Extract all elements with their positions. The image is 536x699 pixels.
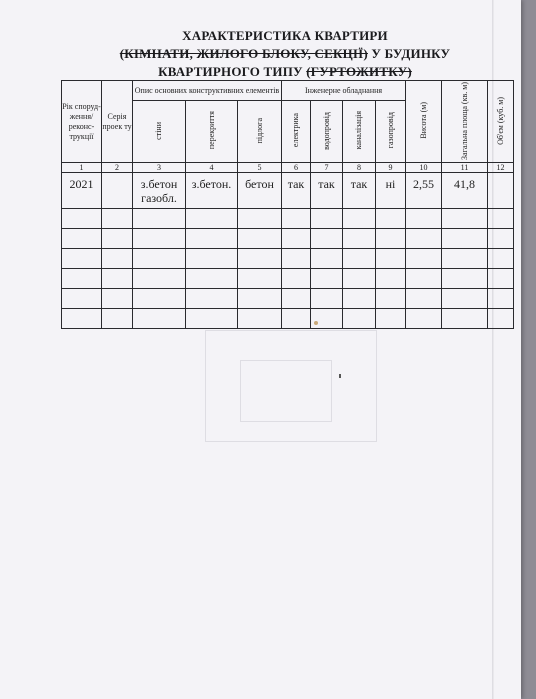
title-line-3-main: КВАРТИРНОГО ТИПУ [158, 64, 303, 79]
header-structure-group: Опис основних конструктивних елементів [133, 81, 282, 101]
show-through-plan-inner [240, 360, 332, 422]
header-engineering-group: Інженерне обладнання [282, 81, 406, 101]
cell-series [102, 173, 133, 209]
title-line-2-rest: У БУДИНКУ [371, 46, 451, 61]
cell-electric: так [282, 173, 311, 209]
column-number: 9 [376, 163, 406, 173]
header-water: водопровід [311, 101, 343, 163]
column-number: 6 [282, 163, 311, 173]
empty-row [62, 269, 514, 289]
column-number-row [62, 163, 514, 173]
cell-gas: ні [376, 173, 406, 209]
column-number: 3 [133, 163, 186, 173]
header-area: Загальна площа (кв. м) [442, 81, 488, 163]
header-volume: Об'єм (куб. м) [488, 81, 514, 163]
title-struck-text-1: (КІМНАТИ, ЖИЛОГО БЛОКУ, СЕКЦІЇ) [119, 46, 368, 61]
title-struck-text-2: (ГУРТОЖИТКУ) [306, 64, 412, 79]
empty-row [62, 309, 514, 329]
column-number: 5 [238, 163, 282, 173]
cell-sewer: так [343, 173, 376, 209]
empty-row [62, 229, 514, 249]
cell-walls: з.бетон газобл. [133, 173, 186, 209]
header-gas: газопровід [376, 101, 406, 163]
column-number: 7 [311, 163, 343, 173]
header-electric: електрика [282, 101, 311, 163]
document-title [80, 27, 490, 81]
header-base: підлога [238, 101, 282, 163]
cell-water: так [311, 173, 343, 209]
characteristics-table [61, 80, 514, 329]
column-number: 1 [62, 163, 102, 173]
title-line-3 [80, 63, 490, 81]
cell-height: 2,55 [406, 173, 442, 209]
column-number: 4 [186, 163, 238, 173]
header-height: Висота (м) [406, 81, 442, 163]
cell-base: бетон [238, 173, 282, 209]
column-number: 8 [343, 163, 376, 173]
header-walls: стіни [133, 101, 186, 163]
empty-row [62, 209, 514, 229]
column-number: 2 [102, 163, 133, 173]
column-number: 11 [442, 163, 488, 173]
empty-row [62, 249, 514, 269]
header-series: Серія проек ту [102, 81, 133, 163]
header-floors: перекриття [186, 101, 238, 163]
column-number: 10 [406, 163, 442, 173]
cell-volume [488, 173, 514, 209]
header-year: Рік споруд-ження/ реконс-трукції [62, 81, 102, 163]
title-line-1: ХАРАКТЕРИСТИКА КВАРТИРИ [182, 28, 388, 43]
header-sewer: каналізація [343, 101, 376, 163]
title-line-2 [80, 45, 490, 63]
cell-year: 2021 [62, 173, 102, 209]
column-number: 12 [488, 163, 514, 173]
empty-row [62, 289, 514, 309]
table-row [62, 173, 514, 209]
cell-area: 41,8 [442, 173, 488, 209]
cell-floors: з.бетон. [186, 173, 238, 209]
ink-mark [339, 374, 341, 378]
